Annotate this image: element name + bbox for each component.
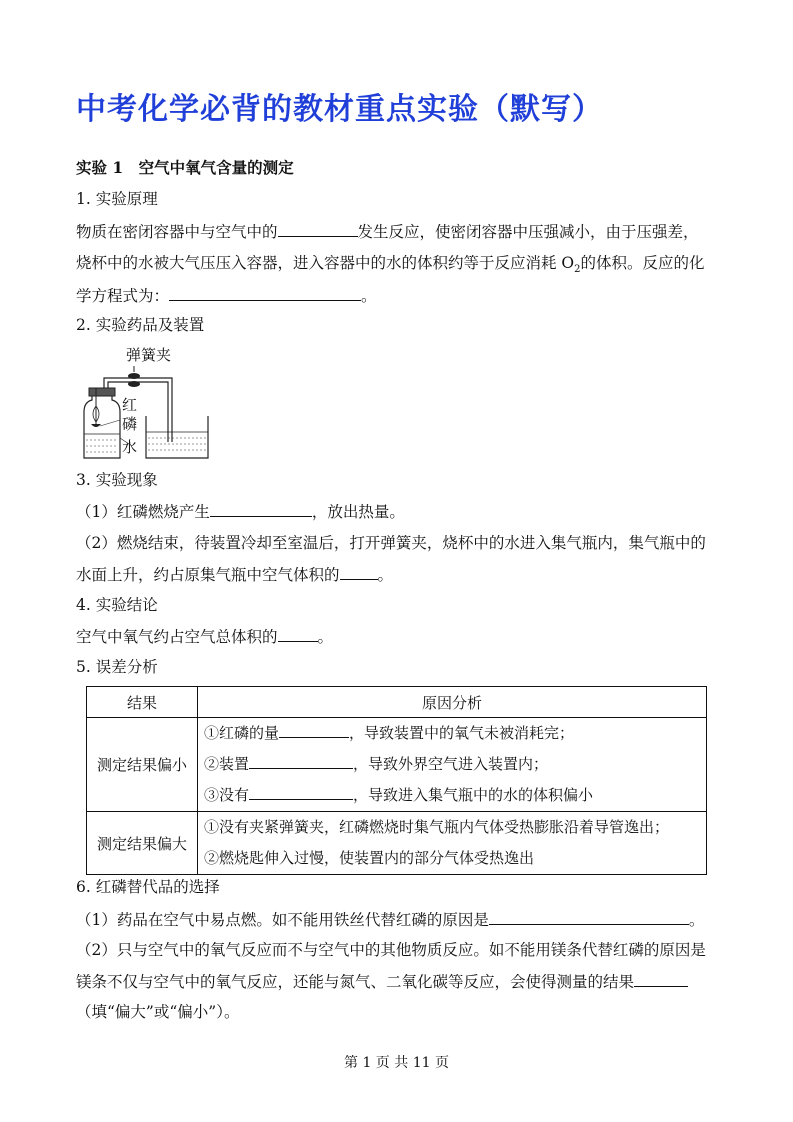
answer-blank[interactable] <box>278 625 318 642</box>
text: 空气中氧气约占空气总体积的 <box>76 628 278 646</box>
text: ，放出热量。 <box>311 503 405 521</box>
answer-blank[interactable] <box>210 500 312 517</box>
substitute-q2-line2 <box>76 970 688 993</box>
phenomenon-q1 <box>76 500 405 523</box>
section-title-phenomenon: 3. 实验现象 <box>76 471 158 489</box>
text: 烧杯中的水被大气压压入容器，进入容器中的水的体积约等于反应消耗 O <box>76 254 575 272</box>
cause-cell <box>198 718 707 812</box>
text: 镁条不仅与空气中的氧气反应，还能与氮气、二氧化碳等反应，会使得测量的结果 <box>76 973 635 991</box>
subscript: 2 <box>574 264 581 276</box>
principle-line-1 <box>76 220 699 243</box>
table-row <box>87 812 707 875</box>
apparatus-diagram <box>76 342 216 462</box>
text: 水面上升，约占原集气瓶中空气体积的 <box>76 566 340 584</box>
text: （1）红磷燃烧产生 <box>76 503 210 521</box>
page-title: 中考化学必背的教材重点实验（默写） <box>76 92 603 127</box>
result-low-label: 测定结果偏小 <box>87 718 198 812</box>
text: 物质在密闭容器中与空气中的 <box>76 223 278 241</box>
text: ，导致外界空气进入装置内； <box>353 755 549 773</box>
answer-blank[interactable] <box>279 721 349 738</box>
answer-blank[interactable] <box>634 970 688 987</box>
principle-line-3 <box>76 284 377 307</box>
section-title-principle: 1. 实验原理 <box>76 190 158 208</box>
text: （1）药品在空气中易点燃。如不能用铁丝代替红磷的原因是 <box>76 911 489 929</box>
label-clamp: 弹簧夹 <box>126 346 172 364</box>
cause-item: ①没有夹紧弹簧夹，红磷燃烧时集气瓶内气体受热膨胀沿着导管逸出； <box>204 818 670 836</box>
table-header-row <box>87 687 707 718</box>
principle-line-2 <box>76 252 705 281</box>
section-title-apparatus: 2. 实验药品及装置 <box>76 316 205 334</box>
text: 。 <box>361 287 377 305</box>
answer-blank[interactable] <box>340 563 378 580</box>
cause-item <box>204 718 700 749</box>
label-phosphorus: 磷 <box>122 415 138 433</box>
section-title-substitute: 6. 红磷替代品的选择 <box>76 878 220 896</box>
table-row <box>87 718 707 812</box>
experiment-heading: 实验 1 空气中氧气含量的测定 <box>76 158 294 177</box>
text: 。 <box>317 628 334 646</box>
result-high-label: 测定结果偏大 <box>87 812 198 875</box>
cause-cell <box>198 812 707 875</box>
error-analysis-table <box>86 686 707 875</box>
section-title-error: 5. 误差分析 <box>76 658 158 676</box>
cause-item: ②燃烧匙伸入过慢，使装置内的部分气体受热逸出 <box>204 849 535 867</box>
substitute-q2-line1: （2）只与空气中的氧气反应而不与空气中的其他物质反应。如不能用镁条代替红磷的原因是 <box>76 941 706 959</box>
text: ②装置 <box>204 755 250 773</box>
cause-item <box>204 780 700 811</box>
answer-blank[interactable] <box>249 783 353 800</box>
text: 的体积。反应的化 <box>580 254 705 272</box>
text: 发生反应，使密闭容器中压强减小，由于压强差， <box>357 223 699 241</box>
phenomenon-q2-line1: （2）燃烧结束，待装置冷却至室温后，打开弹簧夹，烧杯中的水进入集气瓶内，集气瓶中的 <box>76 534 706 552</box>
text: ①红磷的量 <box>204 724 280 742</box>
conclusion-line <box>76 625 333 648</box>
label-water: 水 <box>122 438 138 456</box>
text: ，导致进入集气瓶中的水的体积偏小 <box>353 786 594 804</box>
text: ，导致装置中的氧气未被消耗完； <box>349 724 575 742</box>
text: ③没有 <box>204 786 250 804</box>
label-red: 红 <box>122 396 138 414</box>
text: 学方程式为： <box>76 287 170 305</box>
table-header: 原因分析 <box>198 687 707 718</box>
cause-item <box>204 749 700 780</box>
answer-blank[interactable] <box>278 220 358 237</box>
substitute-q1 <box>76 908 704 931</box>
phenomenon-q2-line2 <box>76 563 393 586</box>
text: 。 <box>377 566 394 584</box>
answer-blank[interactable] <box>489 908 689 925</box>
answer-blank[interactable] <box>249 752 353 769</box>
section-title-conclusion: 4. 实验结论 <box>76 596 158 614</box>
page-footer: 第 1 页 共 11 页 <box>344 1055 449 1071</box>
equation-blank[interactable] <box>169 284 361 301</box>
substitute-q2-line3: （填“偏大”或“偏小”）。 <box>76 1003 240 1021</box>
table-header: 结果 <box>87 687 198 718</box>
text: 。 <box>688 911 705 929</box>
